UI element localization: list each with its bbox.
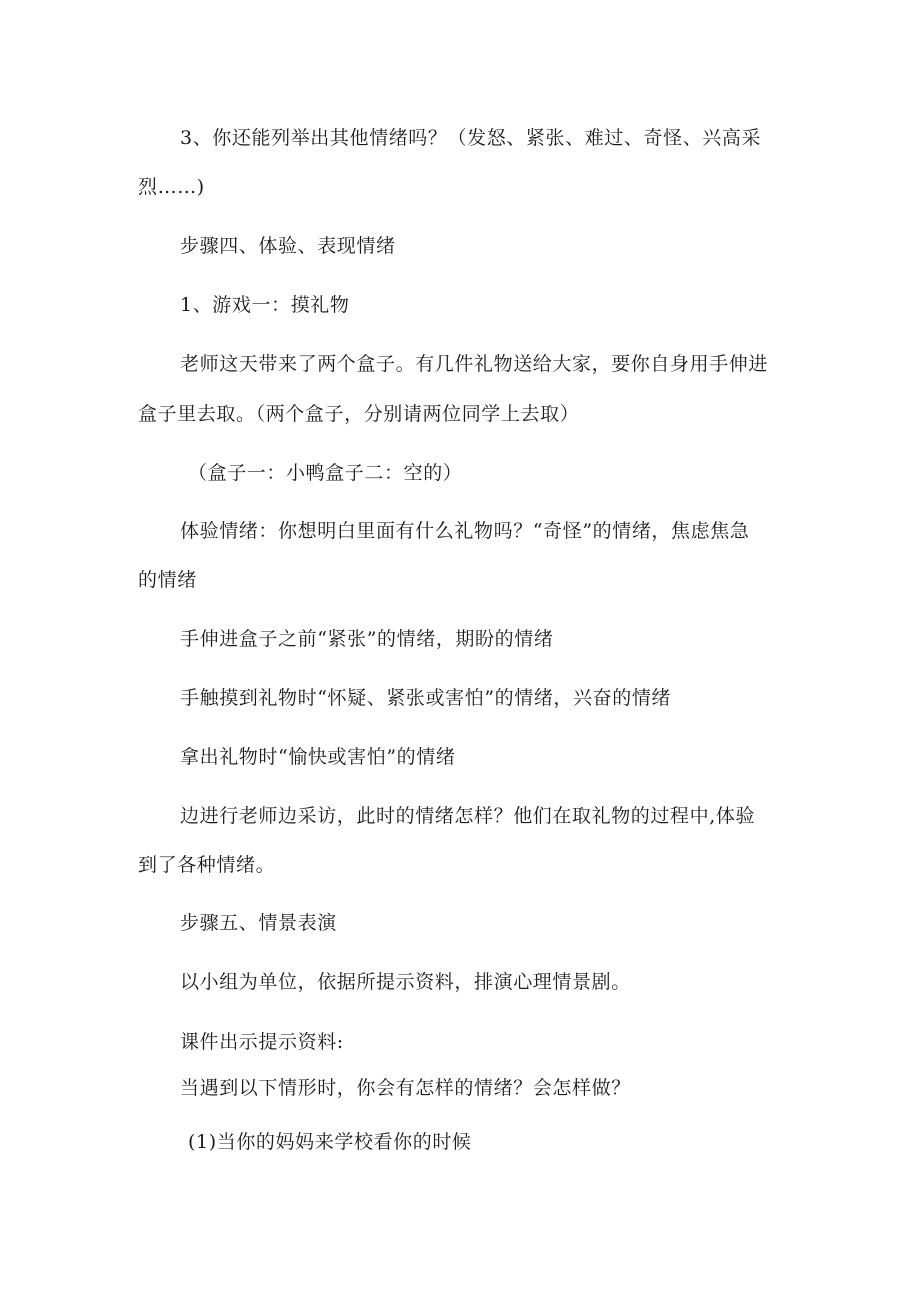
paragraph-line: 以小组为单位，依据所提示资料，排演心理情景剧。 [180,971,631,993]
section-heading: 步骤四、体验、表现情绪 [180,235,396,257]
paragraph-line: 课件出示提示资料: [180,1031,344,1053]
paragraph-line: 的情绪 [138,569,197,591]
paragraph-line: 拿出礼物时“愉快或害怕”的情绪 [180,746,456,768]
paragraph-line: 烈……) [138,176,205,198]
section-heading: 步骤五、情景表演 [180,912,337,934]
paragraph-line: 手伸进盒子之前“紧张”的情绪，期盼的情绪 [180,628,554,650]
paragraph-line: 手触摸到礼物时“怀疑、紧张或害怕”的情绪，兴奋的情绪 [180,687,672,709]
paragraph-line: 3、你还能列举出其他情绪吗？（发怒、紧张、难过、奇怪、兴高采 [180,127,762,149]
paragraph-line: （盒子一：小鸭盒子二：空的） [188,462,463,484]
list-item: (1)当你的妈妈来学校看你的时候 [188,1131,472,1153]
paragraph-line: 1、游戏一：摸礼物 [180,294,350,316]
paragraph-line: 老师这天带来了两个盒子。有几件礼物送给大家，要你自身用手伸进 [180,353,769,375]
paragraph-line: 边进行老师边采访，此时的情绪怎样？他们在取礼物的过程中,体验 [180,805,756,827]
paragraph-line: 到了各种情绪。 [138,854,276,876]
paragraph-line: 当遇到以下情形时，你会有怎样的情绪？会怎样做？ [180,1077,631,1099]
paragraph-line: 盒子里去取。（两个盒子，分别请两位同学上去取） [138,403,580,425]
paragraph-line: 体验情绪：你想明白里面有什么礼物吗？“奇怪”的情绪，焦虑焦急 [180,520,750,542]
